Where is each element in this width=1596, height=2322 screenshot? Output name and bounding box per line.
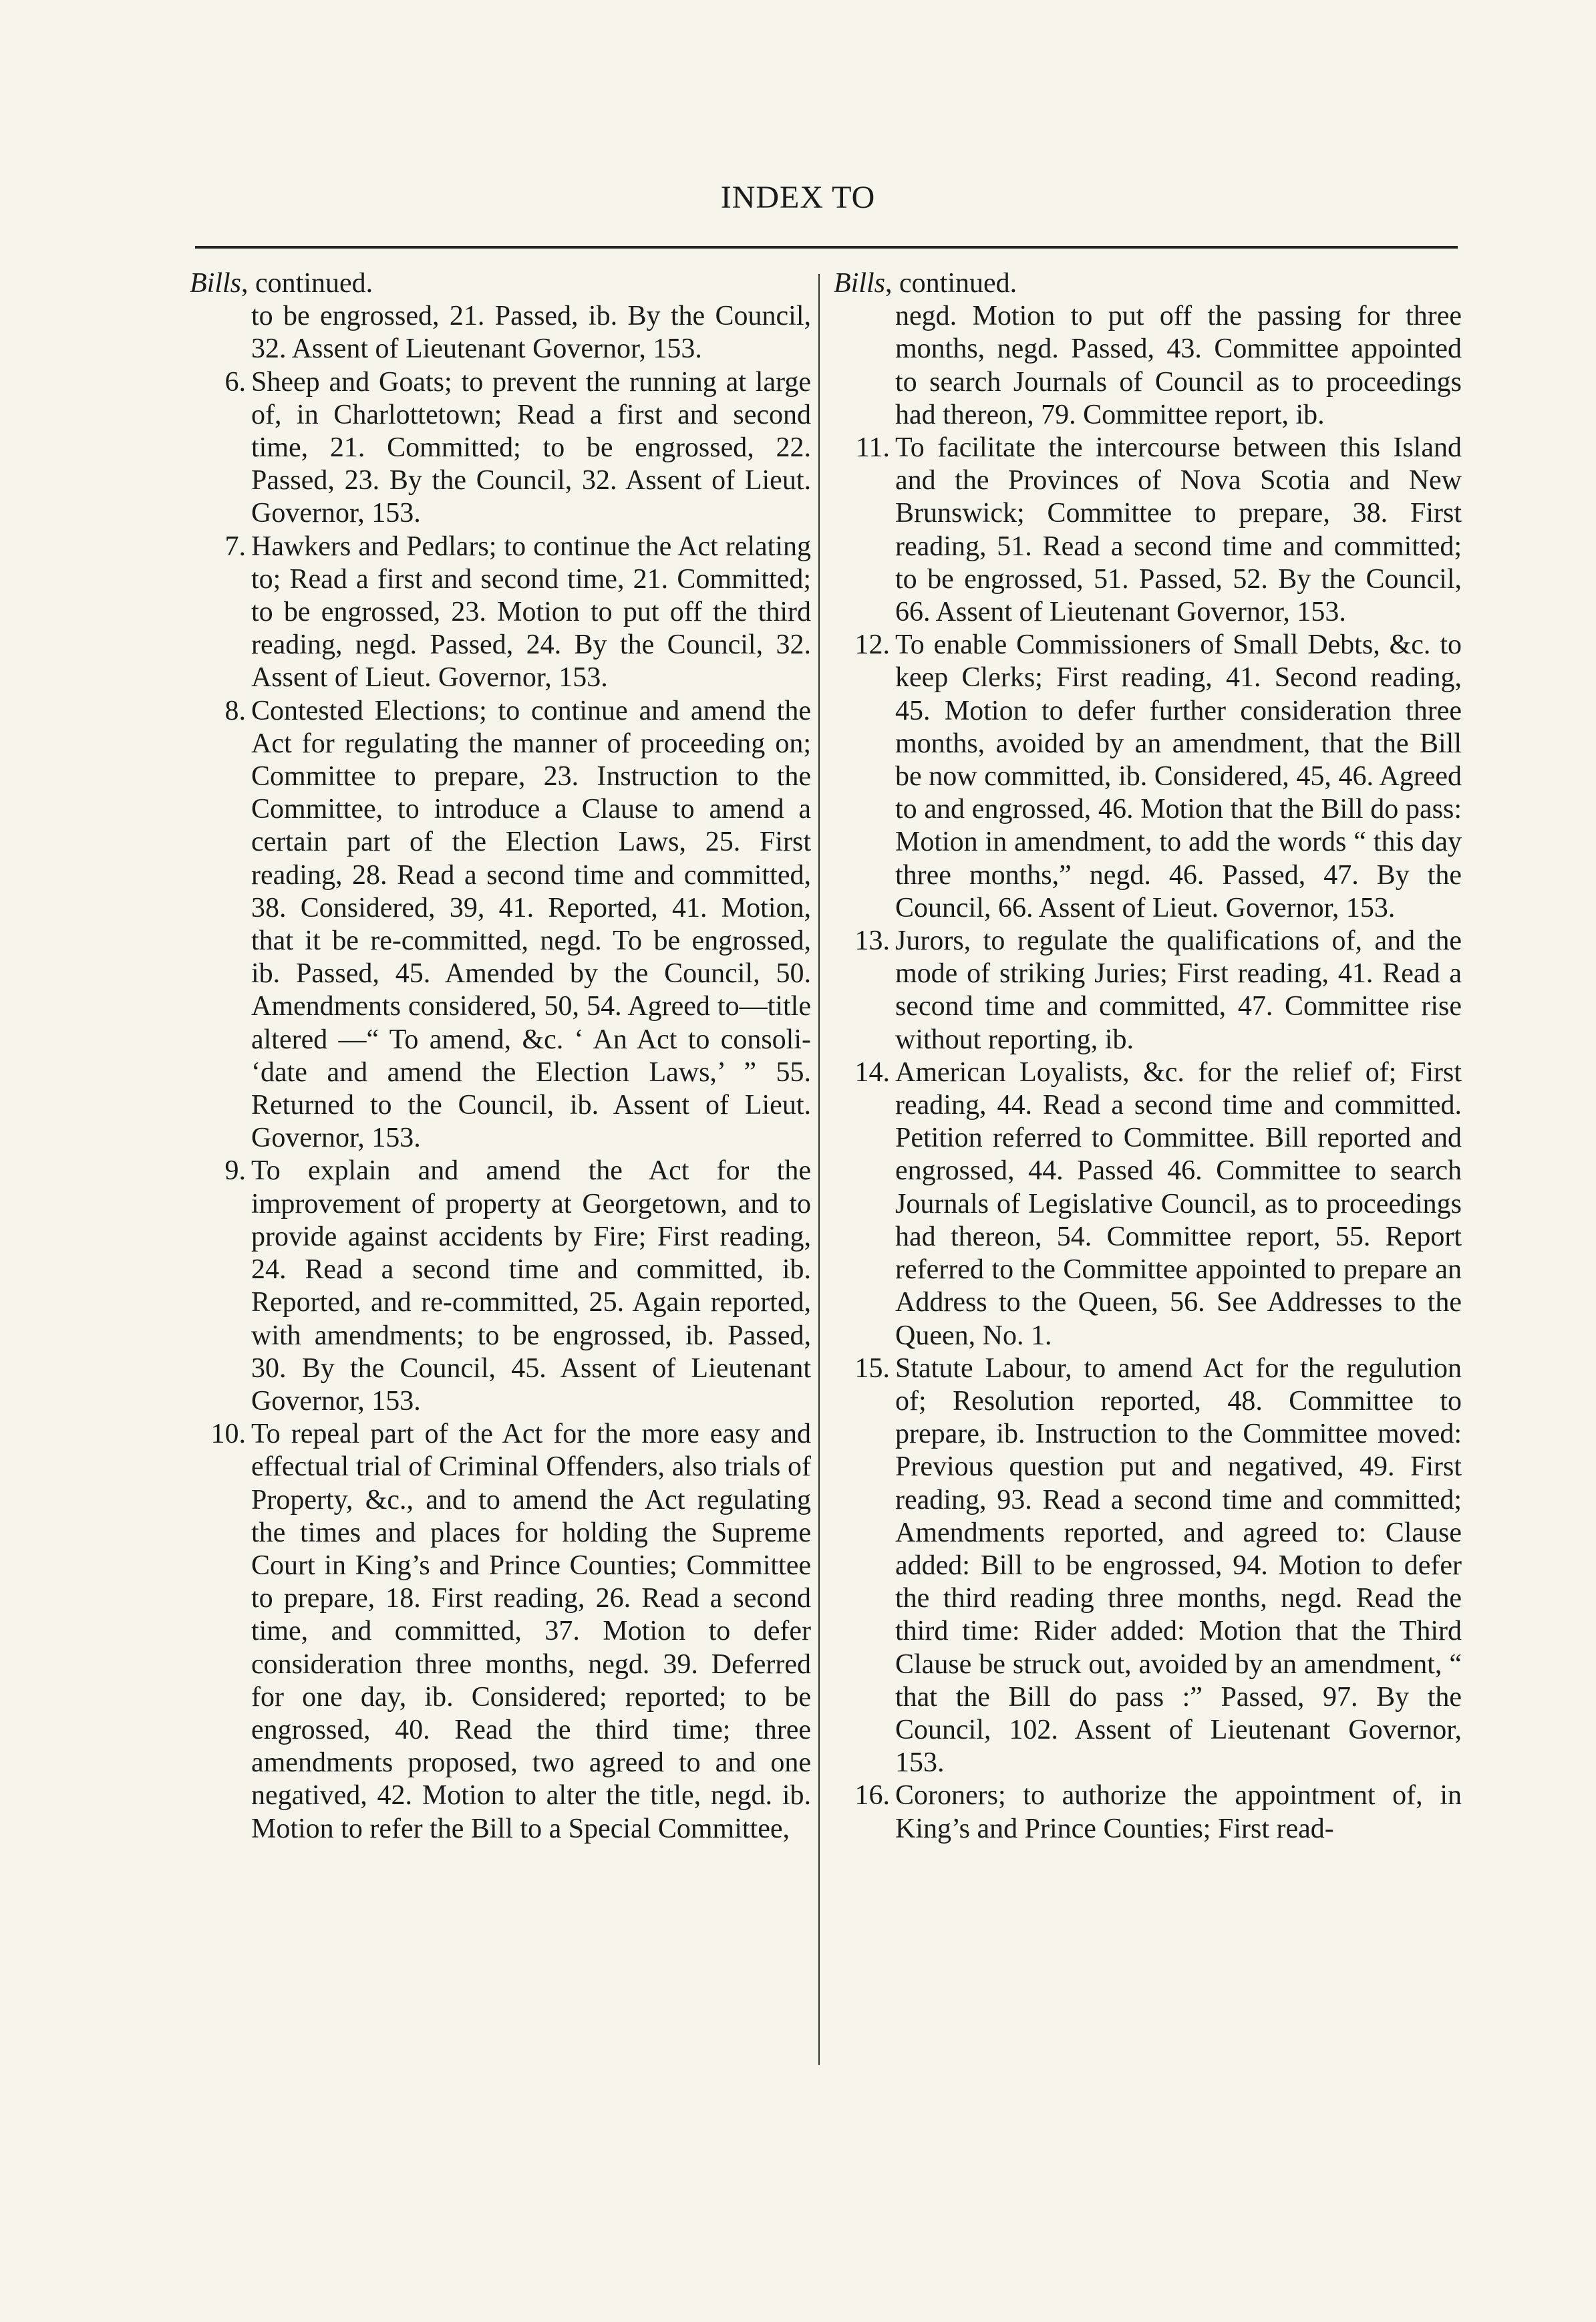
entry-text: Jurors, to regulate the qualifications of, and the mode of striking Juries; First reading, 41. Read a second time and committed, 47. Committee rise without reporting, ib. — [895, 925, 1462, 1055]
entry-text: To enable Commissioners of Small Debts, &c. to keep Clerks; First reading, 41. Second reading, 45. Motion to defer further consideration three months, avoided by an amendment, that the Bill be now committed, ib. Considered, 45, 46. Agreed to and engrossed, 46. Motion that the Bill do pass: Motion in amendment, to add the words “ this day three months,” negd. 46. Passed, 47. By the Council, 66. Assent of Lieut. Governor, 153. — [895, 629, 1462, 923]
right-column — [834, 267, 1462, 1846]
entry-text: Hawkers and Pedlars; to continue the Act relating to; Read a first and second time, 21. Committed; to be engrossed, 23. Motion to put off the third reading, negd. Passed, 24. By the Council, 32. Assent of Lieut. Governor, 153. — [251, 531, 811, 694]
page-title: INDEX TO — [720, 180, 876, 215]
entry-number: 14. — [854, 1056, 890, 1088]
column-divider — [818, 274, 820, 2065]
entry-number: 10. — [210, 1419, 246, 1450]
entry-text: Contested Elections; to continue and amend the Act for regulating the manner of proceeding on; Committee to prepare, 23. Instruction to the Committee, to introduce a Clause to amend a certain part of the Election Laws, 25. First reading, 28. Read a second time and committed, 38. Considered, 39, 41. Reported, 41. Motion, that it be re-committed, negd. To be engrossed, ib. Passed, 45. Amended by the Council, 50. Amendments considered, 50, 54. Agreed to—title altered —“ To amend, &c. ‘ An Act to consoli- ‘date and amend the Election Laws,’ ” 55. Returned to the Council, ib. Assent of Lieut. Governor, 153. — [251, 695, 811, 1154]
index-entry — [834, 1056, 1462, 1352]
column-heading — [190, 267, 811, 300]
index-entry — [834, 629, 1462, 925]
heading-rest: , continued. — [241, 268, 373, 299]
entry-number: 12. — [854, 629, 890, 661]
left-column — [190, 267, 811, 1846]
entry-text: Statute Labour, to amend Act for the regulution of; Resolution reported, 48. Committee to prepare, ib. Instruction to the Committee moved: Previous question put and negatived, 49. First reading, 93. Read a second time and committed; Amendments reported, and agreed to: Clause added: Bill to be engrossed, 94. Motion to defer the third reading three months, negd. Read the third time: Rider added: Motion that the Third Clause be struck out, avoided by an amendment, “ that the Bill do pass :” Passed, 97. By the Council, 102. Assent of Lieutenant Governor, 153. — [895, 1352, 1462, 1779]
entry-number: 6. — [224, 366, 246, 398]
continuation-text: negd. Motion to put off the passing for three months, negd. Passed, 43. Committee appointed to search Journals of Council as to proceedings had thereon, 79. Committee report, ib. — [895, 301, 1462, 430]
entry-number: 8. — [224, 695, 246, 726]
entry-number: 15. — [854, 1352, 890, 1384]
index-entry — [190, 366, 811, 531]
index-entry — [190, 1155, 811, 1418]
entry-text: American Loyalists, &c. for the relief of; First reading, 44. Read a second time and committed. Petition referred to Committee. Bill reported and engrossed, 44. Passed 46. Committee to search Journals of Legislative Council, as to proceedings had thereon, 54. Committee report, 55. Report referred to the Committee appointed to prepare an Address to the Queen, 56. See Addresses to the Queen, No. 1. — [895, 1056, 1462, 1351]
continuation-text: to be engrossed, 21. Passed, ib. By the Council, 32. Assent of Lieutenant Governor, 153. — [251, 301, 811, 365]
entry-text: To facilitate the intercourse between this Island and the Provinces of Nova Scotia and New Brunswick; Committee to prepare, 38. First reading, 51. Read a second time and committed; to be engrossed, 51. Passed, 52. By the Council, 66. Assent of Lieutenant Governor, 153. — [895, 432, 1462, 628]
index-entry — [190, 1418, 811, 1846]
index-entry — [190, 695, 811, 1155]
index-entry — [834, 925, 1462, 1056]
entry-number: 7. — [224, 531, 246, 562]
index-entry — [834, 432, 1462, 629]
entry-text: To repeal part of the Act for the more easy and effectual trial of Criminal Offenders, also trials of Property, &c., and to amend the Act regulating the times and places for holding the Supreme Court in King’s and Prince Counties; Committee to prepare, 18. First reading, 26. Read a second time, and committed, 37. Motion to defer consideration three months, negd. 39. Deferred for one day, ib. Considered; reported; to be engrossed, 40. Read the third time; three amendments proposed, two agreed to and one negatived, 42. Motion to alter the title, negd. ib. Motion to refer the Bill to a Special Committee, — [251, 1419, 811, 1844]
index-entry — [190, 531, 811, 695]
header-rule — [195, 246, 1458, 249]
entry-number: 16. — [854, 1780, 890, 1811]
entry-text: Coroners; to authorize the appointment of, in King’s and Prince Counties; First read- — [895, 1780, 1462, 1844]
index-entry — [834, 1352, 1462, 1780]
heading-italic: Bills — [834, 268, 886, 299]
entry-number: 13. — [854, 925, 890, 957]
column-heading — [834, 267, 1462, 300]
entry-text: Sheep and Goats; to prevent the running at large of, in Charlottetown; Read a first and second time, 21. Committed; to be engrossed, 22. Passed, 23. By the Council, 32. Assent of Lieut. Governor, 153. — [251, 366, 811, 529]
entry-text: To explain and amend the Act for the improvement of property at Georgetown, and to provide against accidents by Fire; First reading, 24. Read a second time and committed, ib. Reported, and re-committed, 25. Again reported, with amendments; to be engrossed, ib. Passed, 30. By the Council, 45. Assent of Lieutenant Governor, 153. — [251, 1155, 811, 1417]
entry-number: 11. — [856, 432, 890, 464]
heading-italic: Bills — [190, 268, 242, 299]
heading-rest: , continued. — [885, 268, 1017, 299]
index-entry — [834, 1779, 1462, 1845]
entry-number: 9. — [224, 1155, 246, 1187]
